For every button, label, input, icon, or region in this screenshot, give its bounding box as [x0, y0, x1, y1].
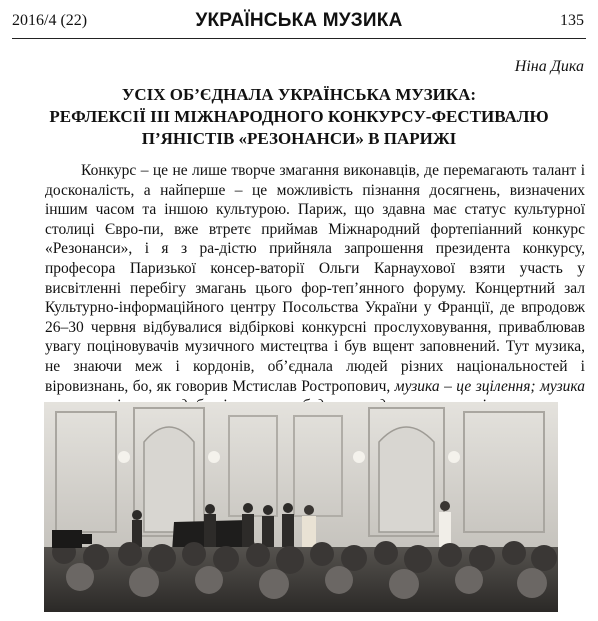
paragraph-text: Конкурс – це не лише творче змагання виконавців, де перемагають талант і досконалість, а найперше – це можливість пізнання досягнень, визначених іншим часом та іншою культурою. Париж, що здавна має статус культурної столиці Євро-пи, вже втретє приймав Міжнародний фортепіанний конкурс «Резонанси», і я з ра-дістю прийняла запрошення президента конкурсу, професора Паризької консер-ваторії Ольги Карнаухової взяти участь у висвітленні перебігу змагань цього фор-теп’янного форуму. Концертний зал Культурно-інформаційного центру Посольства України у Франції, де впродовж 26–30 червня відбувалися відбіркові конкурсні прослуховування, приваблював увагу поціновувачів музичного мистецтва і був вщент заповнений. Тут музика, не знаючи меж і кордонів, об’єднала людей різних національностей і віровизнань, бо, як говорив Мстислав Ростропович,: [45, 162, 585, 395]
header-rule: [12, 38, 586, 39]
journal-title: УКРАЇНСЬКА МУЗИКА: [195, 10, 403, 31]
article-author: Ніна Дика: [514, 58, 584, 75]
title-line-3: П’ЯНІСТІВ «РЕЗОНАНСИ» В ПАРИЖІ: [141, 129, 457, 148]
rostropovich-quote: музика – це зцілення; музика: [394, 377, 585, 395]
article-title: [12, 84, 586, 150]
page-number: 135: [560, 12, 584, 29]
title-line-1: УСІХ ОБ’ЄДНАЛА УКРАЇНСЬКА МУЗИКА:: [121, 85, 477, 104]
running-header: [12, 10, 586, 36]
title-line-2: РЕФЛЕКСІЇ ІІІ МІЖНАРОДНОГО КОНКУРСУ-ФЕСТИВАЛЮ: [49, 107, 549, 126]
concert-hall-photo: [44, 402, 558, 612]
issue-number: 2016/4 (22): [12, 12, 88, 29]
article-paragraph: [45, 161, 585, 416]
concert-hall-image: [44, 402, 558, 612]
